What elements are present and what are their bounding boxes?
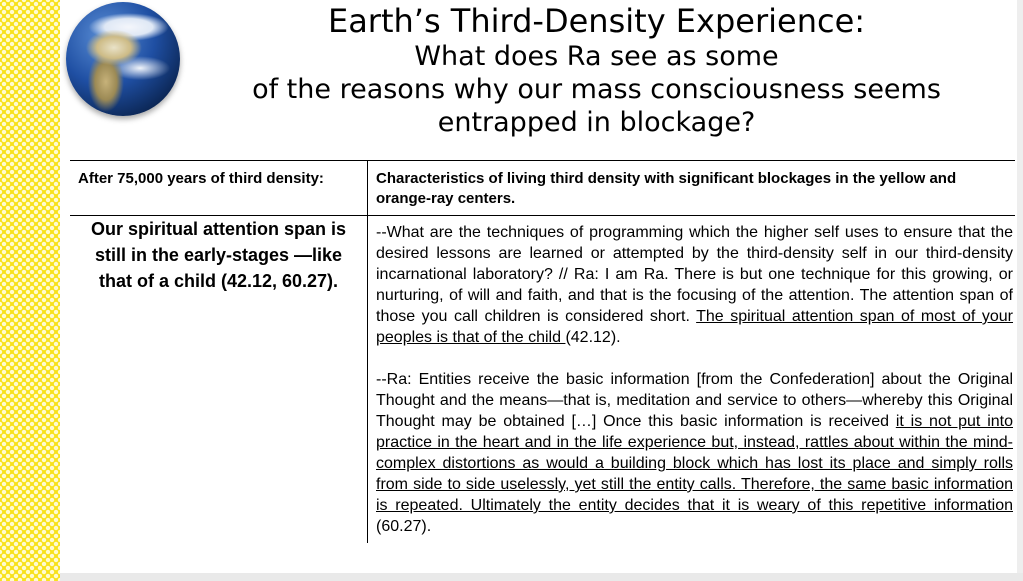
quote-paragraph-1 <box>376 222 1013 348</box>
quote-paragraph-2 <box>376 369 1013 537</box>
quote-cell <box>368 216 1016 544</box>
left-summary-cell: Our spiritual attention span is still in the early-stages —like that of a child (42.12, 60.27). <box>70 216 368 544</box>
content-table <box>70 160 1015 543</box>
quote-1-text: --What are the techniques of programming which the higher self uses to ensure that the desired lessons are learned or attempted by the third-density self in our third-density incarnational laboratory? // Ra: I am Ra. There is but one technique for this growing, or nurturing, of will and faith, and that is the focusing of the attention. The attention span of those you call children is considered short. <box>376 224 1013 325</box>
table-row <box>70 216 1015 544</box>
slide-title <box>190 3 1003 139</box>
title-line-4: entrapped in blockage? <box>437 107 756 138</box>
quote-2-reference: (60.27). <box>376 518 432 535</box>
title-line-1: Earth’s Third-Density Experience: <box>327 2 866 40</box>
earth-globe-icon <box>66 2 180 116</box>
title-line-2: What does Ra see as some <box>414 41 779 72</box>
quote-2-underlined: it is not put into practice in the heart and in the life experience but, instead, rattles about within the mind-complex distortions as would a building block which has lost its place and simply rolls from side to side uselessly, yet still the entity calls. Therefore, the same basic information is repeated. Ultimately the entity decides that it is weary of this repetitive information <box>376 413 1013 514</box>
quote-1-underlined: The spiritual attention span of most of your peoples is that of the child <box>376 308 1013 346</box>
header-cell-years: After 75,000 years of third density: <box>70 161 368 216</box>
decorative-yellow-stripe <box>0 0 60 581</box>
slide-bottom-edge <box>60 573 1023 581</box>
header-cell-characteristics: Characteristics of living third density with significant blockages in the yellow and orange-ray centers. <box>368 161 1016 216</box>
slide-right-edge <box>1017 0 1023 581</box>
title-line-3: of the reasons why our mass consciousness seems <box>252 74 941 105</box>
quote-1-reference: (42.12). <box>565 329 621 346</box>
quote-2-text: --Ra: Entities receive the basic information [from the Confederation] about the Original Thought and the means—that is, meditation and service to others—whereby this Original Thought may be obtained […] Once this basic information is received <box>376 371 1013 430</box>
table-header-row <box>70 161 1015 216</box>
